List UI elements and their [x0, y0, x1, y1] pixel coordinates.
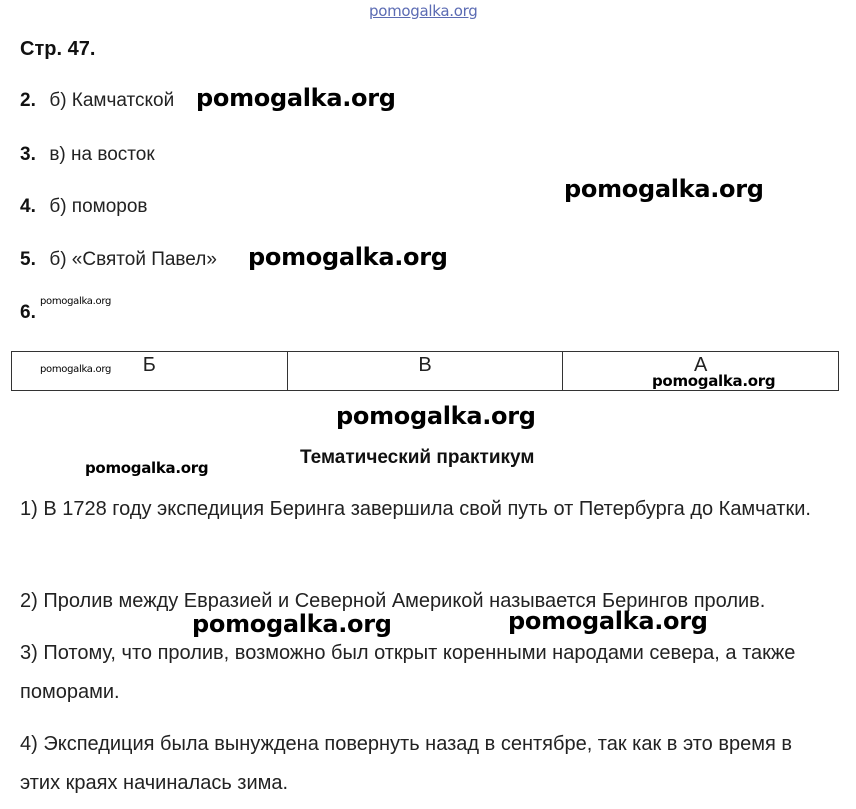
paragraph-1: 1) В 1728 году экспедиция Беринга завершила свой путь от Петербурга до Камчатки.	[20, 498, 811, 520]
watermark: pomogalka.org	[652, 372, 776, 390]
watermark-top: pomogalka.org	[369, 2, 478, 20]
answer-text: б) поморов	[49, 196, 148, 217]
answer-5	[20, 249, 217, 271]
answer-number: 4.	[20, 196, 36, 217]
paragraph-3: 3) Потому, что пролив, возможно был открыт коренными народами севера, а также поморами.	[20, 642, 796, 703]
watermark: pomogalka.org	[40, 296, 112, 307]
answer-text: б) Камчатской	[49, 90, 175, 111]
watermark: pomogalka.org	[248, 243, 448, 271]
answer-4	[20, 196, 148, 218]
section-title: Тематический практикум	[300, 447, 535, 468]
answer-number: 6.	[20, 302, 36, 323]
answer-text: в) на восток	[49, 144, 155, 165]
cell-value: Б	[142, 354, 156, 376]
watermark: pomogalka.org	[564, 175, 764, 203]
watermark: pomogalka.org	[85, 459, 209, 477]
page-reference-text: Стр. 47.	[20, 38, 96, 60]
answer-number: 5.	[20, 249, 36, 270]
answer-number: 2.	[20, 90, 36, 111]
watermark: pomogalka.org	[508, 607, 708, 635]
answer-2	[20, 90, 174, 112]
page-reference	[20, 38, 95, 61]
cell-value: А	[693, 354, 708, 376]
answer-text: б) «Святой Павел»	[49, 249, 217, 270]
answer-6	[20, 302, 36, 324]
watermark: pomogalka.org	[40, 364, 112, 375]
cell-value: В	[418, 354, 432, 376]
watermark: pomogalka.org	[336, 402, 536, 430]
answer-number: 3.	[20, 144, 36, 165]
watermark: pomogalka.org	[196, 84, 396, 112]
table-cell	[287, 352, 563, 391]
paragraph-4: 4) Экспедиция была вынуждена повернуть назад в сентябре, так как в это время в этих краях начиналась зима.	[20, 733, 792, 794]
paragraph-2: 2) Пролив между Евразией и Северной Америкой называется Берингов пролив.	[20, 590, 766, 612]
answer-3	[20, 144, 155, 166]
watermark: pomogalka.org	[192, 610, 392, 638]
